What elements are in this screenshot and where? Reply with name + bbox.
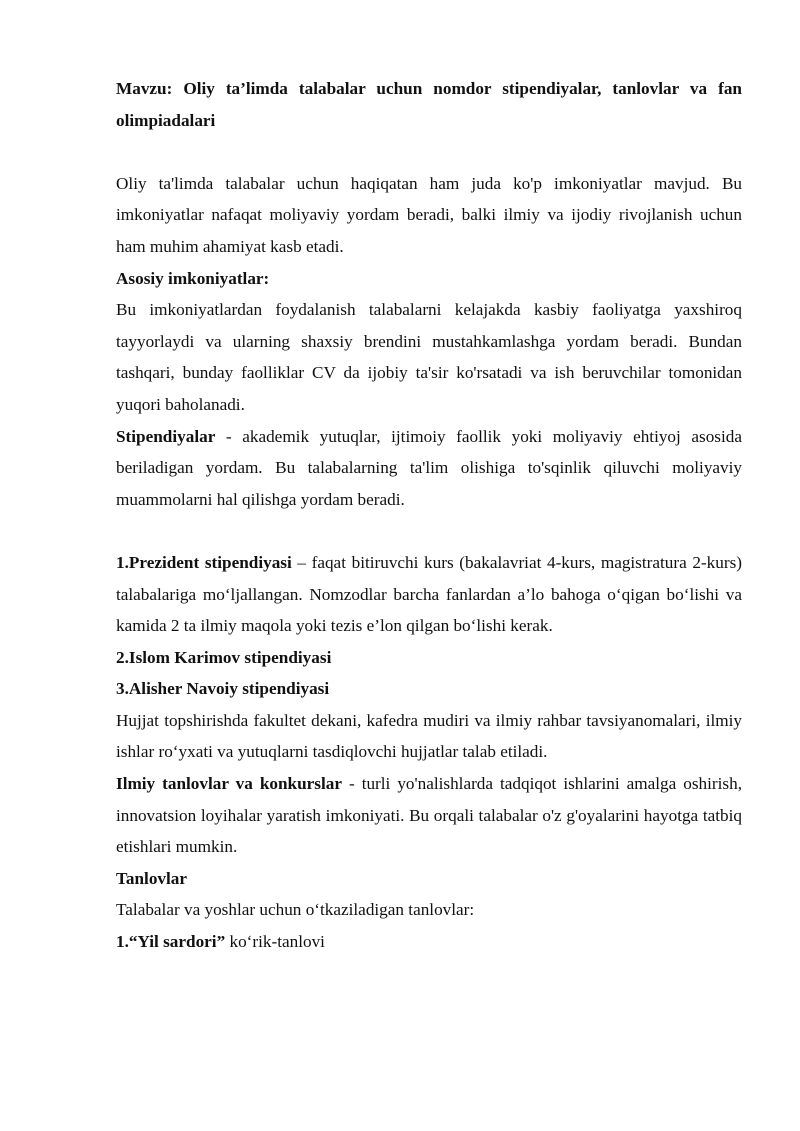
main-opportunities-heading: Asosiy imkoniyatlar: xyxy=(116,268,270,288)
contest-item-1-text: ko‘rik-tanlovi xyxy=(225,932,325,952)
contests-intro: Talabalar va yoshlar uchun o‘tkaziladigan tanlovlar: xyxy=(116,900,475,920)
contests-heading: Tanlovlar xyxy=(116,868,187,888)
main-opportunities-paragraph: Bu imkoniyatlardan foydalanish talabalarni kelajakda kasbiy faoliyatga yaxshiroq tayyorlaydi va ularning shaxsiy brendini mustahkamlashga yordam beradi. Bundan tashqari, bunday faolliklar CV da ijobiy ta'sir ko'rsatadi va ish beruvchilar tomonidan yuqori baholanadi. xyxy=(116,300,742,414)
spacer xyxy=(116,136,742,168)
scholarship-item-1-title: 1.Prezident stipendiyasi xyxy=(116,552,292,572)
contest-item-1-title: 1.“Yil sardori” xyxy=(116,932,226,952)
scholarship-item-3-title: 3.Alisher Navoiy stipendiyasi xyxy=(116,679,330,699)
scholarship-item-1-text: – faqat bitiruvchi kurs (bakalavriat 4-kurs, magistratura 2-kurs) talabalariga mo‘ljallangan. Nomzodlar barcha fanlardan a’lo bahoga o‘qigan bo‘lishi va kamida 2 ta ilmiy maqola yoki tezis e’lon qilgan bo‘lishi kerak. xyxy=(116,552,742,636)
competitions-term: Ilmiy tanlovlar va konkurslar xyxy=(116,774,342,794)
competitions-definition: - turli yo'nalishlarda tadqiqot ishlarini amalga oshirish, innovatsion loyihalar yaratish imkoniyati. Bu orqali talabalar o'z g'oyalarini hayotga tatbiq etishlari mumkin. xyxy=(116,774,742,857)
scholarships-definition: - akademik yutuqlar, ijtimoiy faollik yoki moliyaviy ehtiyoj asosida beriladigan yordam. Bu talabalarning ta'lim olishiga to'sqinlik qiluvchi moliyaviy muammolarni hal qilishga yordam beradi. xyxy=(116,426,742,509)
documents-paragraph: Hujjat topshirishda fakultet dekani, kafedra mudiri va ilmiy rahbar tavsiyanomalari, ilmiy ishlar ro‘yxati va yutuqlarni tasdiqlovchi hujjatlar talab etiladi. xyxy=(116,710,742,762)
scholarships-term: Stipendiyalar xyxy=(116,426,216,446)
scholarship-item-2-title: 2.Islom Karimov stipendiyasi xyxy=(116,647,332,667)
scholarship-item-1 xyxy=(116,547,742,642)
spacer xyxy=(116,515,742,547)
scholarships-paragraph xyxy=(116,421,742,516)
intro-paragraph: Oliy ta'limda talabalar uchun haqiqatan ham juda ko'p imkoniyatlar mavjud. Bu imkoniyatlar nafaqat moliyaviy yordam beradi, balki ilmiy va ijodiy rivojlanish uchun ham muhim ahamiyat kasb etadi. xyxy=(116,173,742,256)
document-title: Mavzu: Oliy ta’limda talabalar uchun nomdor stipendiyalar, tanlovlar va fan olimpiadalari xyxy=(116,79,742,130)
document-page xyxy=(116,73,742,958)
competitions-paragraph xyxy=(116,768,742,863)
contest-item-1 xyxy=(116,926,742,958)
